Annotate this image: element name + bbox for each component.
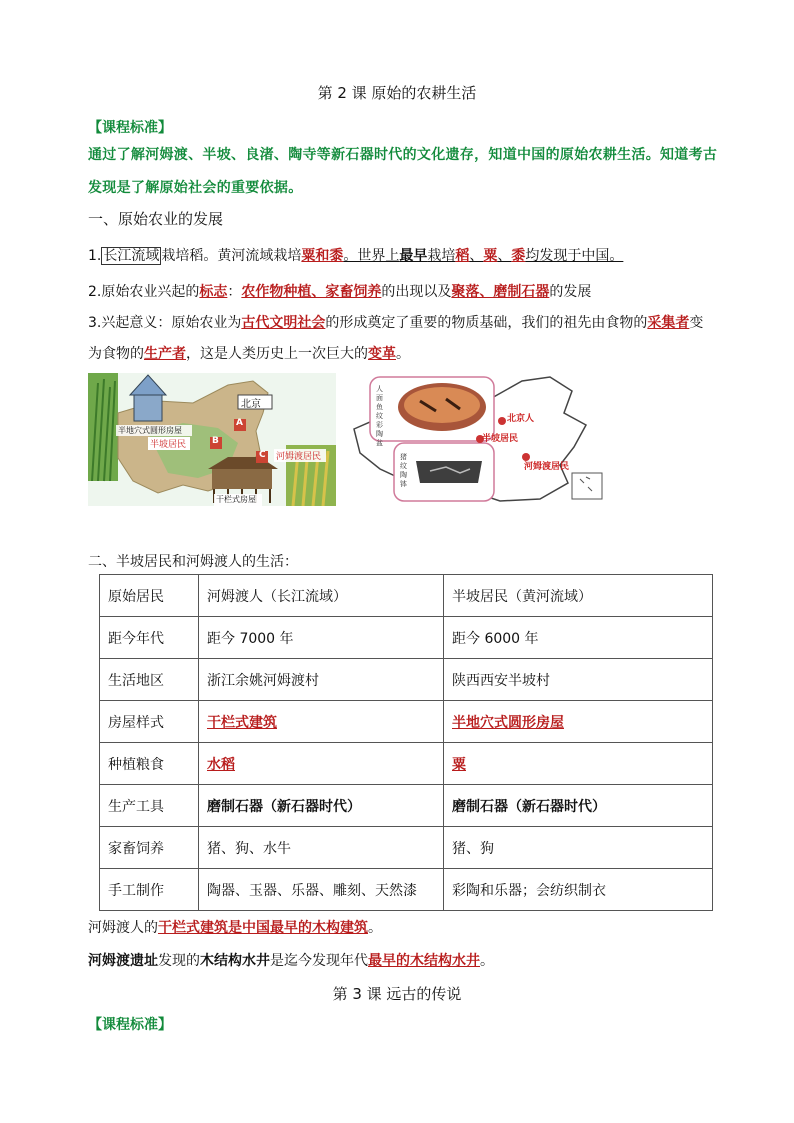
course-standard-text: 通过了解河姆渡、半坡、良渚、陶寺等新石器时代的文化遗存，知道中国的原始农耕生活。知道考古发现是了解原始社会的重要依据。 [88,147,718,196]
table-cell-category: 距今年代 [100,617,199,659]
highlight-changjiang: 长江流域 [103,248,160,264]
table-row [100,785,713,827]
table-cell-hemudu: 距今 7000 年 [199,617,444,659]
table-cell-category: 房屋样式 [100,701,199,743]
map1-label-c: C [259,450,266,460]
table-cell-banpo: 彩陶和乐器；会纺织制衣 [444,869,713,911]
map1-label-hemudu: 河姆渡居民 [276,452,322,462]
map2-label-banpo: 半坡居民 [482,434,519,444]
lesson3-standard-label: 【课程标准】 [88,1017,172,1033]
map2-label-bowl: 人面鱼纹彩陶盆 [376,385,383,447]
table-cell-banpo: 粟 [444,743,713,785]
section2-heading: 二、半坡居民和河姆渡人的生活： [88,554,298,570]
table-cell-banpo: 磨制石器（新石器时代） [444,785,713,827]
table-cell-hemudu: 磨制石器（新石器时代） [199,785,444,827]
table-row [100,701,713,743]
relics-map-image [350,373,612,506]
table-cell-banpo: 陕西西安半坡村 [444,659,713,701]
relics-map-illustration [350,373,612,506]
table-cell-banpo: 距今 6000 年 [444,617,713,659]
paragraph-3-line1: 3.兴起意义：原始农业为古代文明社会的形成奠定了重要的物质基础，我们的祖先由食物的采集者变 [88,315,704,331]
table-cell-category: 种植粮食 [100,743,199,785]
table-cell-hemudu: 河姆渡人（长江流域） [199,575,444,617]
table-cell-hemudu: 水稻 [199,743,444,785]
lesson2-title: 第 2 课 原始的农耕生活 [317,84,477,102]
comparison-table [99,574,713,911]
paragraph-1: 1. 长江流域 栽培稻。黄河流域栽培粟和黍。世界上最早栽培稻、粟、黍均发现于中国。 [88,248,624,264]
table-row [100,575,713,617]
table-cell-hemudu: 陶器、玉器、乐器、雕刻、天然漆 [199,869,444,911]
table-row [100,827,713,869]
table-cell-banpo: 猪、狗 [444,827,713,869]
map1-label-banpo: 半坡居民 [150,440,187,450]
table-cell-category: 生产工具 [100,785,199,827]
map1-label-stilt-house: 干栏式房屋 [216,495,256,504]
map1-label-round-house: 半地穴式圆形房屋 [118,426,182,435]
map1-label-beijing: 北京 [241,399,261,410]
section1-heading: 一、原始农业的发展 [88,210,224,228]
map2-label-hemudu: 河姆渡居民 [524,462,570,472]
table-row [100,869,713,911]
table-cell-banpo: 半坡居民（黄河流域） [444,575,713,617]
course-standard-label: 【课程标准】 [88,120,172,136]
note-1: 河姆渡人的干栏式建筑是中国最早的木构建筑。 [88,920,382,936]
table-cell-hemudu: 猪、狗、水牛 [199,827,444,869]
table-row [100,617,713,659]
table-row [100,743,713,785]
lesson3-title: 第 3 课 远古的传说 [332,985,462,1003]
table-cell-category: 原始居民 [100,575,199,617]
settlement-map-image [88,373,336,506]
table-cell-category: 手工制作 [100,869,199,911]
table-cell-category: 生活地区 [100,659,199,701]
map2-label-pot: 猪纹陶钵 [400,453,407,488]
table-row [100,659,713,701]
table-cell-banpo: 半地穴式圆形房屋 [444,701,713,743]
map1-label-b: B [212,436,219,446]
paragraph-3-line2: 为食物的生产者，这是人类历史上一次巨大的变革。 [88,346,410,362]
map2-label-beijingren: 北京人 [507,414,535,424]
map1-label-a: A [236,418,243,428]
table-cell-hemudu: 浙江余姚河姆渡村 [199,659,444,701]
table-cell-hemudu: 干栏式建筑 [199,701,444,743]
paragraph-2: 2.原始农业兴起的标志：农作物种植、家畜饲养的出现以及聚落、磨制石器的发展 [88,284,592,300]
table-cell-category: 家畜饲养 [100,827,199,869]
note-2: 河姆渡遗址发现的木结构水井是迄今发现年代最早的木结构水井。 [88,953,494,969]
